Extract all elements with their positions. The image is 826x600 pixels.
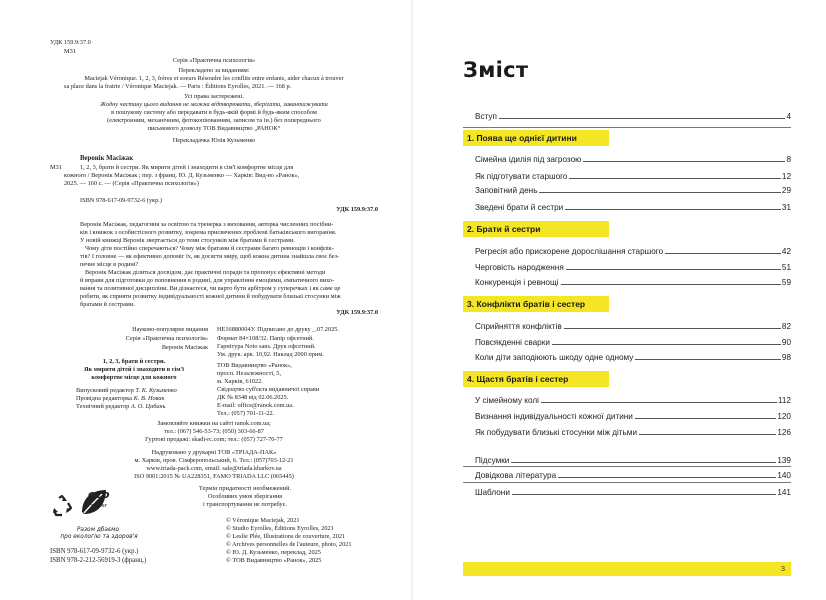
eco-slogan-1: Разом дбаємо: [76, 527, 120, 533]
rights-2: в пошукову систему або передавати в будь-якій формі й будь-яким способом: [111, 109, 317, 116]
page-footer-bar: [463, 562, 791, 576]
toc-title: Зміст: [463, 58, 529, 82]
page-number: 3: [780, 564, 785, 573]
rights-title: Усі права застережені.: [184, 93, 244, 100]
editor-3: Технічний редактор А. О. Цибань: [76, 403, 166, 410]
toc-entry[interactable]: Як побудувати близькі стосунки між дітьми 126: [475, 428, 791, 437]
editor-1: Випусковий редактор Т. К. Кузьменко: [76, 387, 177, 394]
series-line: Серія «Практична психологія»: [172, 57, 256, 64]
order-1: Замовляйте книжки на сайті ranok.com.ua;: [157, 420, 271, 427]
original-title-1: Maciejak Véronique. 1, 2, 3, frères et soeurs Résoudre les conflits entre enfants, aider chacun à trouver: [84, 75, 344, 82]
bib-line-3: 2025. — 160 с. — (Серія «Практична психологія»): [64, 180, 199, 187]
publisher-3: м. Харків, 61022.: [217, 378, 263, 385]
toc-entry-summary[interactable]: Підсумки 139: [475, 456, 791, 465]
toc-entry[interactable]: Регресія або прискорене дорослішання старшого 42: [475, 247, 791, 256]
printer-1: Надруковано у друкарні ТОВ «ТРІАДА-ПАК»: [151, 449, 277, 456]
code-m31: М31: [50, 164, 62, 171]
publisher-email: E-mail: office@ranok.com.ua.: [217, 402, 294, 409]
toc-section-4[interactable]: 4. Щастя братів і сестер: [463, 371, 609, 387]
bib-line-2: кожного / Веронік Масіжак ; пер. з франц. Ю. Д. Кузьменко — Харків: Вид-во «Ранок»,: [64, 172, 300, 179]
toc-entry[interactable]: Коли діти заподіюють шкоду одне одному 98: [475, 353, 791, 362]
annotation-4: Чому діти постійно сперечаються? Чому між братами й сестрами багато ревнощів і конфлік-: [85, 245, 334, 252]
translator-line: Перекладачка Юлія Кузьменко: [172, 137, 256, 144]
bib-line-1: 1, 2, 3, брати й сестри. Як мирити дітей і знаходити в сім'ї комфортне місце для: [80, 164, 294, 171]
rights-3: (електронним, механічним, фотокопіюванням, записом та ін.) без попереднього: [107, 117, 321, 124]
publisher-5: ДК № 8348 від 02.06.2025.: [217, 394, 289, 401]
toc-entry[interactable]: Визнання індивідуальності кожної дитини 120: [475, 412, 791, 421]
annotation-3: У новій книжці Веронік звертається до теми стосунків між братами й сестрами.: [80, 237, 295, 244]
toc-section-2[interactable]: 2. Брати й сестри: [463, 221, 609, 237]
toc-entry[interactable]: Як підготувати старшого 12: [475, 172, 791, 181]
toc-section-1[interactable]: 1. Поява ще однієї дитини: [463, 130, 609, 146]
publisher-2: просп. Незалежності, 5,: [217, 370, 282, 377]
toc-entry-templates[interactable]: Шаблони 141: [475, 488, 791, 497]
isbn-ukr: ISBN 978-617-09-9732-6 (укр.): [50, 548, 139, 555]
toc-entry-title: Вступ: [475, 112, 497, 121]
toc-leader: [499, 118, 786, 119]
isbn-fr: ISBN 978-2-212-56919-3 (франц.): [50, 557, 147, 564]
rights-1: Жодну частину цього видання не можна відтворювати, зберігати, завантажувати: [100, 101, 328, 108]
toc-entry[interactable]: Повсякденні сварки 90: [475, 338, 791, 347]
toc-page: [413, 0, 826, 600]
toc-section-3[interactable]: 3. Конфлікти братів і сестер: [463, 296, 609, 312]
copyright-5: © Ю. Д. Кузьменко, переклад, 2025: [226, 549, 321, 556]
toc-entry[interactable]: Заповітний день 29: [475, 186, 791, 195]
toc-entry[interactable]: Сприйняття конфліктів 82: [475, 322, 791, 331]
book-title-2: Як мирити дітей і знаходити в сім'ї: [83, 366, 185, 373]
note-2: Особливих умов зберігання: [207, 493, 283, 500]
printer-4: ISO 9001:2015 № UA228351, FAMO TRIADA LLC (065445): [134, 473, 294, 480]
eco-paper-logo: [78, 486, 110, 520]
toc-entry-page: 4: [786, 112, 791, 121]
print-spec-2: Формат 84×108/32. Папір офсетний.: [217, 335, 314, 342]
toc-entry[interactable]: У сімейному колі 112: [475, 396, 791, 405]
eco-slogan-2: про екологію та здоров'я: [60, 534, 138, 540]
toc-entry-intro[interactable]: [475, 110, 791, 121]
printer-2: м. Харків, пров. Сімферопольський, 6. Тел.: (057)703-12-21: [134, 457, 294, 464]
annotation-10: робити, як сприяти розвитку індивідуальності кожної дитини й побудувати близькі стосунки між: [80, 293, 341, 300]
udk-mid: УДК 159.9:37.0: [336, 206, 378, 213]
eco-paper-word: paper: [91, 503, 107, 509]
copyright-1: © Véronique Maciejak, 2021: [226, 517, 300, 524]
book-title-1: 1, 2, 3, брати й сестри.: [102, 358, 166, 365]
publisher-4: Свідоцтво суб'єкта видавничої справи: [217, 386, 320, 393]
print-spec-1: НЕ16880004У. Підписано до друку _.07.2025.: [217, 326, 339, 333]
udk-bottom: УДК 159.9:37.0: [336, 309, 378, 316]
note-1: Термін придатності необмежений.: [198, 485, 292, 492]
eco-word: eco: [88, 488, 110, 501]
toc-entry[interactable]: Зведені брати й сестри 31: [475, 203, 791, 212]
copyright-4: © Archives personnelles de l'auteure, photo, 2021: [226, 541, 352, 548]
rights-4: письмового дозволу ТОВ Видавництво „РАНОК“: [147, 125, 281, 132]
annotation-7: Веронік Масіжак ділиться досвідом, дає практичні поради та пропонує ефективні методи: [85, 269, 326, 276]
print-spec-4: Ум. друк. арк. 10,92. Наклад 2000 прим.: [217, 351, 324, 358]
toc-entry-references[interactable]: Довідкова література 140: [475, 471, 791, 480]
order-3: Гуртові продажі: skadi-rc.com; тел.: (057) 727-70-77: [145, 436, 283, 443]
annotation-5: тів? І головне — як ефективно допоміг їх, як досягти миру, щоб кожна дитина знайшла своє без-: [80, 253, 340, 260]
book-title-3: комфортне місце для кожного: [91, 374, 177, 381]
udk-top: УДК 159.9:37.0: [50, 39, 91, 46]
copyright-2: © Studio Eyrolles, Éditions Eyrolles, 2021: [226, 525, 334, 532]
series-line-2: Серія «Практична психологія»: [125, 335, 208, 342]
publisher-phone: Тел.: (057) 701-11-22.: [217, 410, 275, 417]
translated-from: Перекладено за виданням:: [178, 67, 250, 74]
author-line-2: Веронік Масіжак: [161, 344, 208, 351]
annotation-1: Веронік Масіжак, педагогиня за освітою та тренерка з виховання, авторка численних посібни-: [80, 221, 334, 228]
annotation-9: вання та позитивної дисципліни. Ви дізнаєтеся, чи варто бути арбітром у суперечках і як саме це: [80, 285, 341, 292]
annotation-6: печне місце в родині?: [80, 261, 139, 268]
toc-entry[interactable]: Сімейна ідилія під загрозою 8: [475, 155, 791, 164]
publisher-1: ТОВ Видавництво «Ранок»,: [217, 362, 292, 369]
toc-divider: [463, 466, 791, 467]
annotation-8: й вправи для підготовки до поповнення в родині, для управління емоціями, емпатичного вихо-: [80, 277, 335, 284]
editor-2: Провідна редакторка К. В. Новак: [76, 395, 165, 402]
annotation-2: ків і книжок з особистісного розвитку, зокрема присвячених проблемі батьківського вигорання.: [80, 229, 337, 236]
print-spec-3: Гарнітура Noto sans. Друк офсетний.: [217, 343, 316, 350]
toc-entry[interactable]: Черговість народження 51: [475, 263, 791, 272]
toc-divider: [463, 127, 791, 128]
copyright-3: © Leslie Plée, Illustrations de couverture, 2021: [226, 533, 346, 540]
order-2: тел.: (067) 546-53-73; (050) 303-66-87: [164, 428, 264, 435]
toc-divider: [463, 482, 791, 483]
author-heading: Веронік Масіжак: [80, 155, 134, 162]
popular-edition: Науково-популярне видання: [132, 326, 208, 333]
original-title-2: sa place dans la fratrie / Véronique Maciejak. — Paris : Éditions Eyrolles, 2021. — 168 p.: [64, 83, 292, 90]
isbn-main: ISBN 978-617-09-9732-6 (укр.): [80, 197, 162, 204]
annotation-11: братами й сестрами.: [80, 301, 135, 308]
printer-3: www.triada-pack.com, email: sale@triada.kharkov.ua: [146, 465, 282, 472]
note-3: і транспортування не потребує.: [203, 501, 287, 508]
copyright-6: © ТОВ Видавництво «Ранок», 2025: [226, 557, 322, 564]
toc-entry[interactable]: Конкуренція і ревнощі 59: [475, 278, 791, 287]
code-top: М31: [64, 48, 76, 55]
recycle-icon: [50, 494, 74, 518]
